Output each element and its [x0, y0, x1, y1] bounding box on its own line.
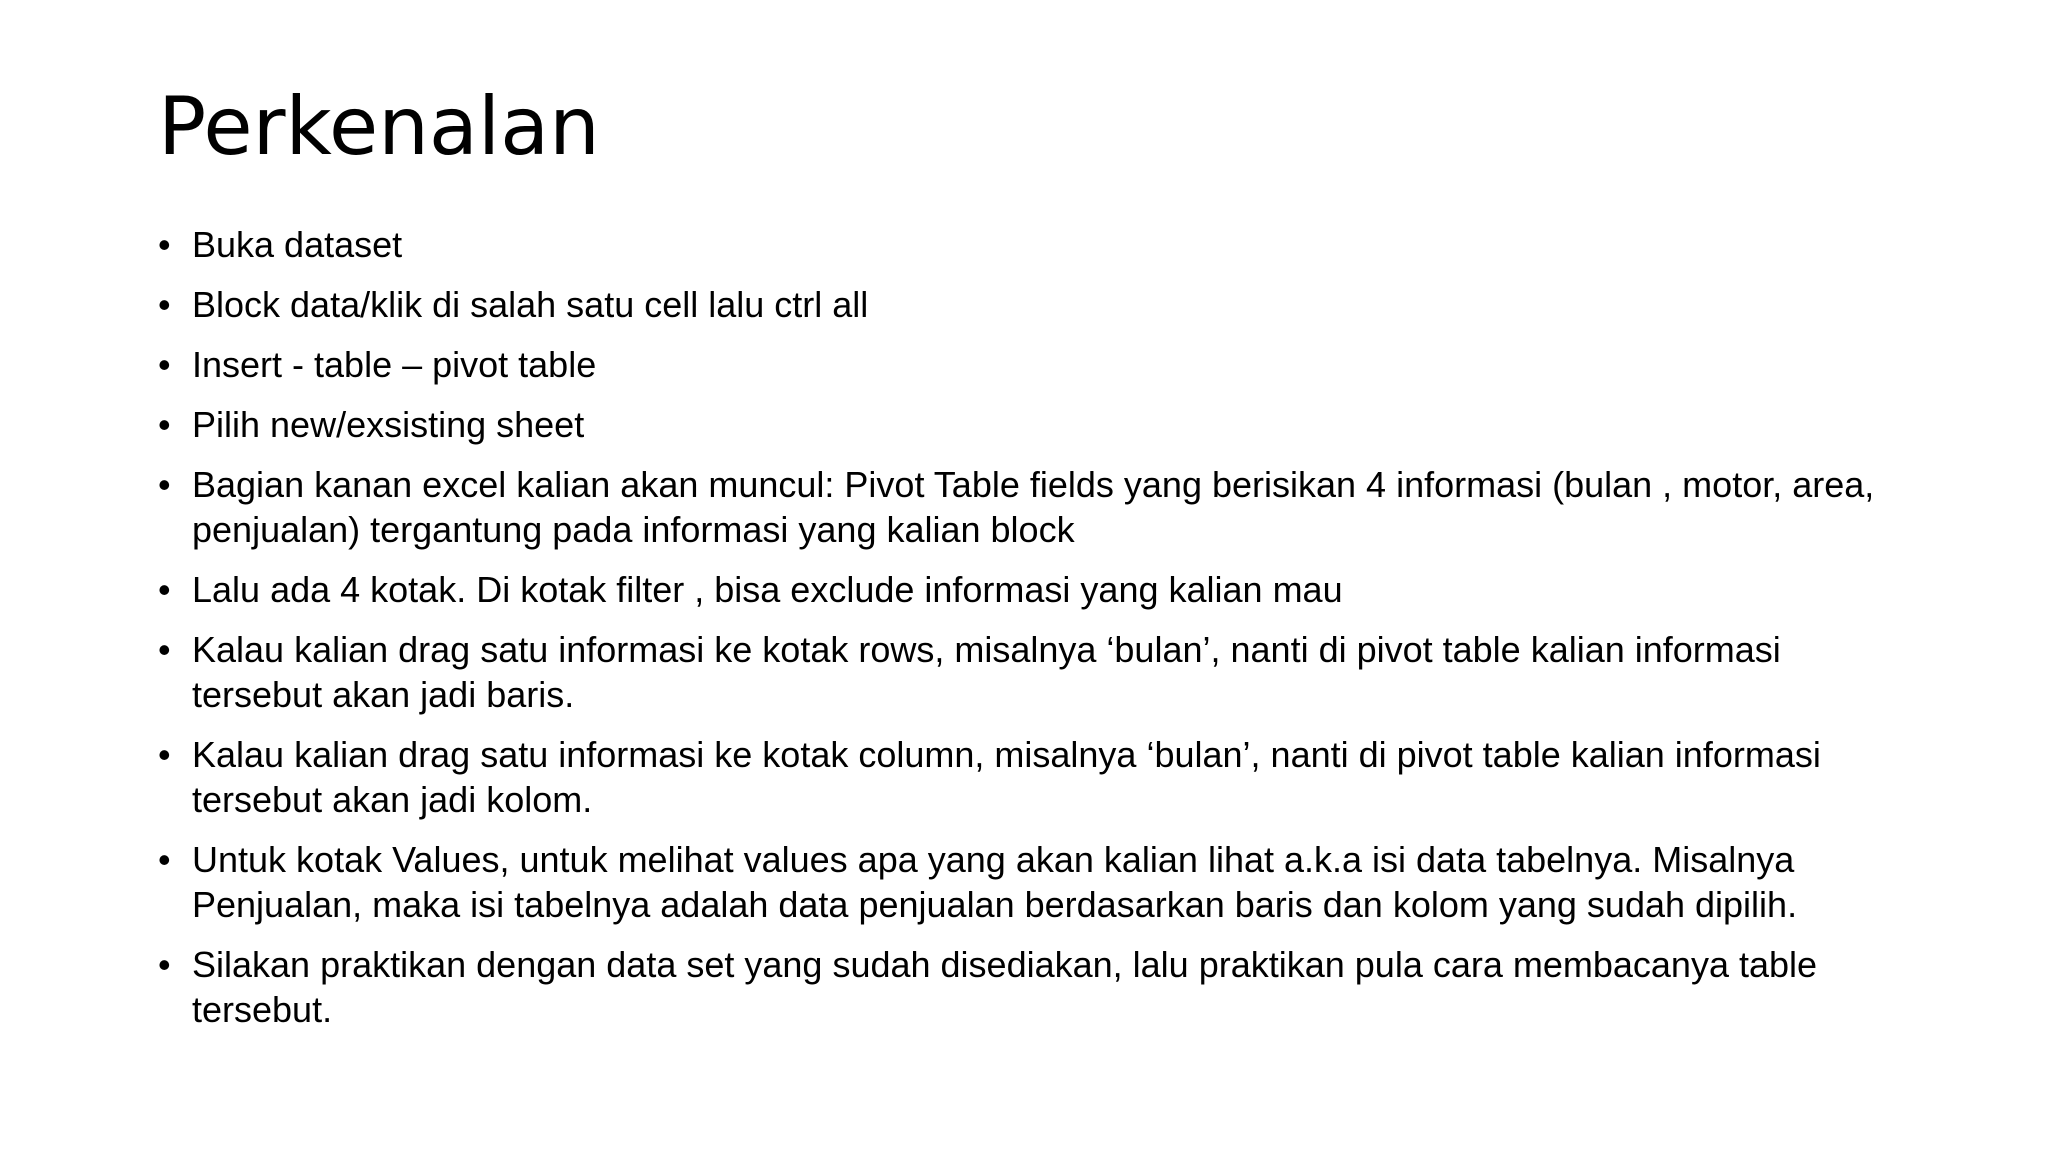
bullet-text: Pilih new/exsisting sheet [192, 404, 585, 445]
bullet-item [158, 342, 1910, 387]
bullet-icon: • [158, 404, 171, 445]
bullet-text: Insert - table – pivot table [192, 344, 597, 385]
bullet-item [158, 282, 1910, 327]
bullet-item [158, 567, 1910, 612]
bullet-item [158, 942, 1910, 1032]
bullet-icon: • [158, 944, 171, 985]
bullet-text: Bagian kanan excel kalian akan muncul: Pivot Table fields yang berisikan 4 informasi (bulan , motor, area, penjualan) tergantung pada informasi yang kalian block [192, 464, 1875, 550]
bullet-icon: • [158, 284, 171, 325]
slide-title: Perkenalan [158, 80, 600, 173]
bullet-text: Silakan praktikan dengan data set yang sudah disediakan, lalu praktikan pula cara membacanya table tersebut. [192, 944, 1818, 1030]
bullet-icon: • [158, 344, 171, 385]
bullet-icon: • [158, 839, 171, 880]
bullet-item [158, 222, 1910, 267]
bullet-text: Kalau kalian drag satu informasi ke kotak rows, misalnya ‘bulan’, nanti di pivot table kalian informasi tersebut akan jadi baris. [192, 629, 1781, 715]
bullet-item [158, 837, 1910, 927]
bullet-text: Kalau kalian drag satu informasi ke kotak column, misalnya ‘bulan’, nanti di pivot table kalian informasi tersebut akan jadi kolom. [192, 734, 1821, 820]
bullet-item [158, 732, 1910, 822]
bullet-item [158, 462, 1910, 552]
bullet-list [158, 222, 1910, 1047]
bullet-icon: • [158, 464, 171, 505]
bullet-item [158, 402, 1910, 447]
bullet-text: Buka dataset [192, 224, 403, 265]
bullet-text: Untuk kotak Values, untuk melihat values apa yang akan kalian lihat a.k.a isi data tabelnya. Misalnya Penjualan, maka isi tabelnya adalah data penjualan berdasarkan baris dan kolom yang sudah dipilih. [192, 839, 1798, 925]
bullet-icon: • [158, 734, 171, 775]
bullet-text: Lalu ada 4 kotak. Di kotak filter , bisa exclude informasi yang kalian mau [192, 569, 1343, 610]
bullet-text: Block data/klik di salah satu cell lalu ctrl all [192, 284, 869, 325]
bullet-icon: • [158, 224, 171, 265]
bullet-item [158, 627, 1910, 717]
bullet-icon: • [158, 629, 171, 670]
bullet-icon: • [158, 569, 171, 610]
